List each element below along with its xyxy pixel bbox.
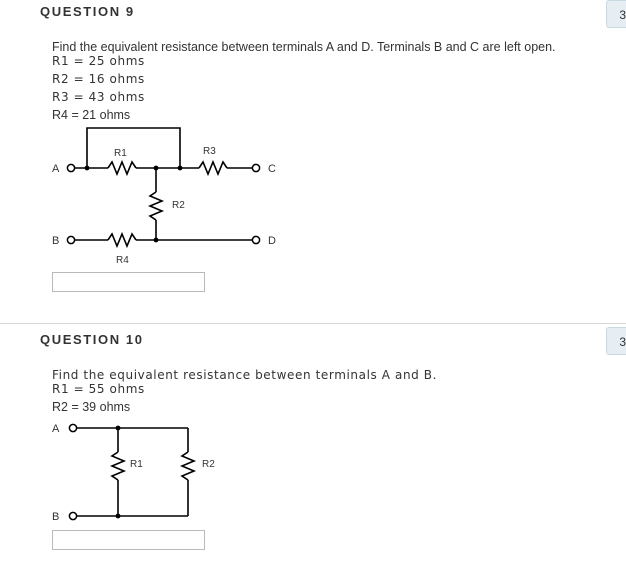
- question-10-title: QUESTION 10: [40, 332, 144, 347]
- terminal-d-label: D: [268, 235, 276, 247]
- r2-label: R2: [202, 459, 215, 470]
- terminal-a: [69, 424, 76, 431]
- r1-label: R1: [130, 459, 143, 470]
- r2-label: R2: [172, 200, 185, 211]
- question-10-answer-input[interactable]: [52, 530, 205, 550]
- question-9-r4-value: R4 = 21 ohms: [52, 108, 131, 122]
- r2-resistor: [182, 452, 194, 480]
- question-10-prompt: Find the equivalent resistance between terminals A and B.: [52, 368, 438, 382]
- terminal-a-label: A: [52, 423, 60, 435]
- terminal-a-label: A: [52, 163, 60, 175]
- terminal-b: [69, 512, 76, 519]
- terminal-b-label: B: [52, 511, 60, 523]
- r4-label: R4: [116, 255, 129, 266]
- r1-label: R1: [114, 148, 127, 159]
- terminal-c-label: C: [268, 163, 276, 175]
- r1-resistor: [112, 452, 124, 480]
- question-9-r1-value: R1 = 25 ohms: [52, 54, 145, 68]
- question-9-prompt: Find the equivalent resistance between terminals A and D. Terminals B and C are left open.: [52, 40, 556, 54]
- terminal-b-label: B: [52, 235, 60, 247]
- question-9-title: QUESTION 9: [40, 4, 135, 19]
- question-10-r2-value: R2 = 39 ohms: [52, 400, 131, 414]
- question-9-r2-value: R2 = 16 ohms: [52, 72, 145, 86]
- question-10-points-badge: 3: [606, 327, 626, 355]
- r3-label: R3: [203, 146, 216, 157]
- question-9-points-badge: 3: [606, 0, 626, 28]
- question-9-r3-value: R3 = 43 ohms: [52, 90, 145, 104]
- question-10-r1-value: R1 = 55 ohms: [52, 382, 145, 396]
